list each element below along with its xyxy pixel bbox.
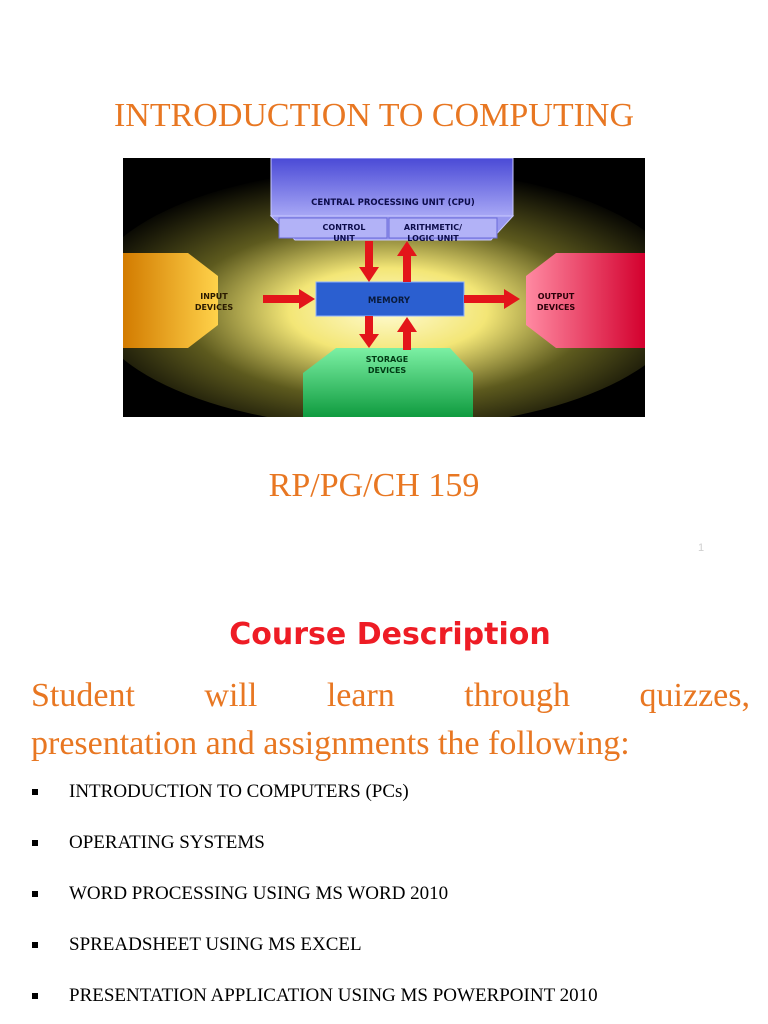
course-code: RP/PG/CH 159 <box>268 467 480 504</box>
intro-word: learn <box>326 677 395 714</box>
intro-line-2: presentation and assignments the following: <box>31 725 630 762</box>
page-number: 1 <box>698 542 705 554</box>
output-devices-label-1: OUTPUT <box>537 292 575 301</box>
storage-devices-label-2: DEVICES <box>367 366 407 375</box>
storage-devices-label-1: STORAGE <box>365 355 409 364</box>
slide-title: INTRODUCTION TO COMPUTING <box>113 97 635 134</box>
intro-paragraph <box>31 672 750 768</box>
topic-label: OPERATING SYSTEMS <box>69 832 265 853</box>
bullet-icon <box>32 993 38 999</box>
alu-label-2: LOGIC UNIT <box>407 234 459 243</box>
cpu-label: CENTRAL PROCESSING UNIT (CPU) <box>311 198 475 208</box>
bullet-icon <box>32 840 38 846</box>
output-devices-block <box>526 253 645 348</box>
intro-word: Student <box>31 677 135 714</box>
input-devices-label-1: INPUT <box>200 292 228 301</box>
topic-label: PRESENTATION APPLICATION USING MS POWERPOINT 2010 <box>69 985 598 1006</box>
course-description-heading: Course Description <box>229 617 551 652</box>
bullet-icon <box>32 789 38 795</box>
output-devices-label-2: DEVICES <box>536 303 576 312</box>
intro-word: will <box>204 677 258 714</box>
memory-label: MEMORY <box>367 296 411 306</box>
control-unit-label-1: CONTROL <box>322 223 366 232</box>
alu-label-1: ARITHMETIC/ <box>403 223 463 232</box>
topic-label: WORD PROCESSING USING MS WORD 2010 <box>69 883 449 904</box>
control-unit-label-2: UNIT <box>333 234 355 243</box>
bullet-icon <box>32 891 38 897</box>
topic-label: SPREADSHEET USING MS EXCEL <box>69 934 362 955</box>
memory-block <box>316 282 464 316</box>
intro-word: through <box>464 677 571 714</box>
intro-word: quizzes, <box>639 677 750 714</box>
input-devices-label-2: DEVICES <box>194 303 234 312</box>
topic-label: INTRODUCTION TO COMPUTERS (PCs) <box>69 781 409 802</box>
cpu-block <box>271 158 513 243</box>
bullet-icon <box>32 942 38 948</box>
computer-architecture-diagram <box>123 158 645 417</box>
storage-devices-block <box>303 348 473 417</box>
intro-line-1 <box>31 672 750 720</box>
